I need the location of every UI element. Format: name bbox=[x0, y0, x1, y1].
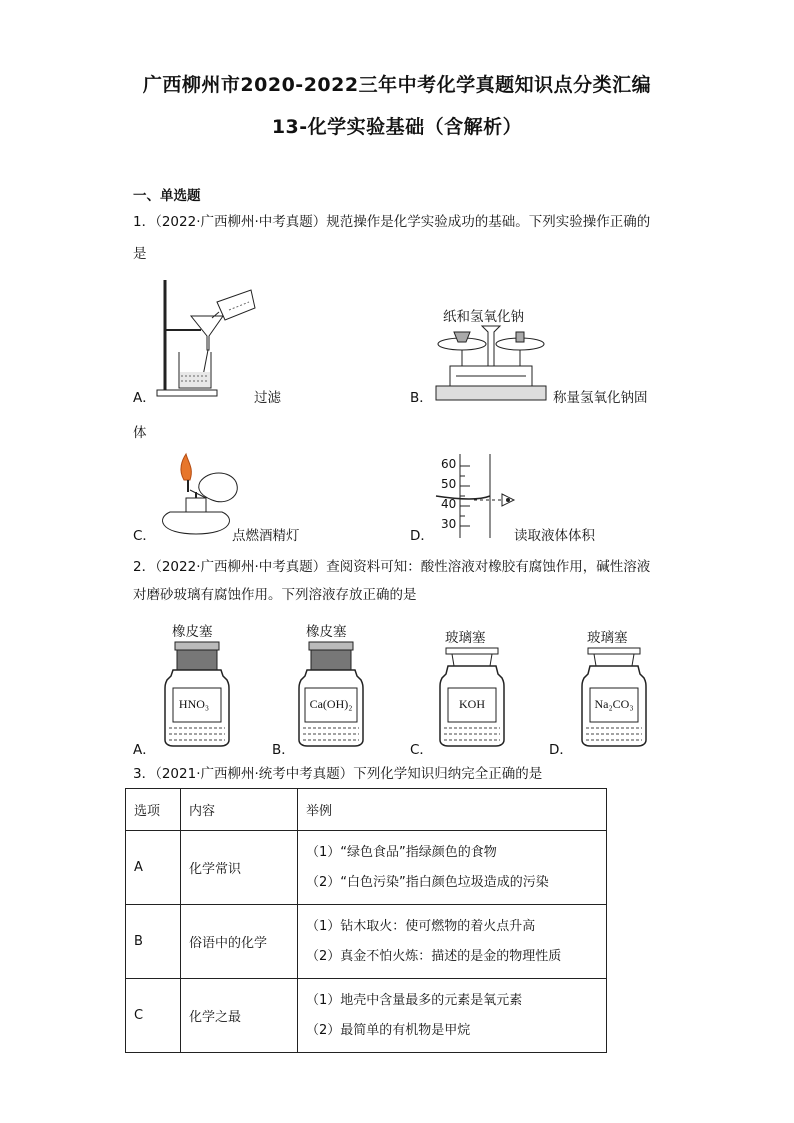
q3-table-header-row bbox=[126, 789, 607, 831]
q3-row-b-example-2: （2）真金不怕火炼：描述的是金的物理性质 bbox=[306, 948, 562, 964]
cylinder-tick-40: 40 bbox=[441, 497, 457, 511]
doc-title-line2: 13-化学实验基础（含解析） bbox=[271, 116, 523, 138]
table-row bbox=[126, 979, 607, 1053]
q1-option-b-caption-wrap: 体 bbox=[133, 425, 147, 441]
q3-row-a-option: A bbox=[126, 831, 181, 905]
q3-table bbox=[125, 788, 607, 1053]
table-row bbox=[126, 831, 607, 905]
q1-option-a-caption: 过滤 bbox=[254, 390, 281, 406]
q2-stem-line1: 2．（2022·广西柳州·中考真题）查阅资料可知：酸性溶液对橡胶有腐蚀作用，碱性溶液 bbox=[133, 559, 651, 575]
section-heading: 一、单选题 bbox=[133, 188, 201, 204]
filtration-figure bbox=[155, 278, 265, 400]
q1-stem-line2: 是 bbox=[133, 246, 147, 262]
q1-option-b-caption: 称量氢氧化钠固 bbox=[553, 390, 648, 406]
balance-figure bbox=[432, 322, 550, 404]
q1-option-c-caption: 点燃酒精灯 bbox=[232, 528, 300, 544]
bottle-b-figure bbox=[297, 640, 365, 748]
cylinder-tick-50: 50 bbox=[441, 477, 457, 491]
bottle-c-label: KOH bbox=[459, 697, 485, 711]
q3-header-examples: 举例 bbox=[298, 789, 607, 831]
q3-row-b-example-1: （1）钻木取火：使可燃物的着火点升高 bbox=[306, 918, 536, 934]
q3-row-a-examples bbox=[298, 831, 607, 905]
bottle-a-figure bbox=[163, 640, 231, 748]
q3-row-a-example-1: （1）“绿色食品”指绿颜色的食物 bbox=[306, 844, 497, 860]
q1-option-d-letter: D． bbox=[410, 528, 434, 544]
q1-option-a-letter: A． bbox=[133, 390, 156, 406]
q2-option-c-letter: C． bbox=[410, 742, 433, 758]
doc-title-line1: 广西柳州市2020-2022三年中考化学真题知识点分类汇编 bbox=[142, 74, 652, 96]
q1-stem-line1: 1．（2022·广西柳州·中考真题）规范操作是化学实验成功的基础。下列实验操作正确的 bbox=[133, 214, 651, 230]
q3-row-c-option: C bbox=[126, 979, 181, 1053]
q2-d-stopper-label: 玻璃塞 bbox=[587, 630, 628, 646]
q3-row-b-examples bbox=[298, 905, 607, 979]
alcohol-lamp-figure bbox=[150, 452, 240, 540]
q2-b-stopper-label: 橡皮塞 bbox=[306, 624, 347, 640]
q1-b-figure-label: 纸和氢氧化钠 bbox=[443, 309, 524, 325]
q2-option-a-letter: A． bbox=[133, 742, 156, 758]
q2-c-stopper-label: 玻璃塞 bbox=[445, 630, 486, 646]
bottle-b-label: Ca(OH)₂ bbox=[309, 697, 353, 711]
q1-option-d-caption: 读取液体体积 bbox=[514, 528, 595, 544]
q3-row-c-examples bbox=[298, 979, 607, 1053]
cylinder-tick-60: 60 bbox=[441, 457, 457, 471]
cylinder-tick-30: 30 bbox=[441, 517, 457, 531]
table-row bbox=[126, 905, 607, 979]
q2-option-b-letter: B． bbox=[272, 742, 295, 758]
q3-header-content: 内容 bbox=[181, 789, 298, 831]
q3-row-a-example-2: （2）“白色污染”指白颜色垃圾造成的污染 bbox=[306, 874, 549, 890]
q3-row-a-content: 化学常识 bbox=[181, 831, 298, 905]
q3-row-b-content: 俗语中的化学 bbox=[181, 905, 298, 979]
q1-option-b-letter: B． bbox=[410, 390, 433, 406]
bottle-a-label: HNO₃ bbox=[178, 697, 210, 711]
q3-header-option: 选项 bbox=[126, 789, 181, 831]
q2-a-stopper-label: 橡皮塞 bbox=[172, 624, 213, 640]
q3-row-c-content: 化学之最 bbox=[181, 979, 298, 1053]
q2-option-d-letter: D． bbox=[549, 742, 573, 758]
q2-stem-line2: 对磨砂玻璃有腐蚀作用。下列溶液存放正确的是 bbox=[133, 587, 417, 603]
bottle-d-label: Na₂CO₃ bbox=[594, 697, 634, 711]
q3-row-b-option: B bbox=[126, 905, 181, 979]
q3-row-c-example-1: （1）地壳中含量最多的元素是氧元素 bbox=[306, 992, 523, 1008]
q3-row-c-example-2: （2）最简单的有机物是甲烷 bbox=[306, 1022, 471, 1038]
q1-option-c-letter: C． bbox=[133, 528, 156, 544]
q3-stem: 3．（2021·广西柳州·统考中考真题）下列化学知识归纳完全正确的是 bbox=[133, 766, 543, 782]
